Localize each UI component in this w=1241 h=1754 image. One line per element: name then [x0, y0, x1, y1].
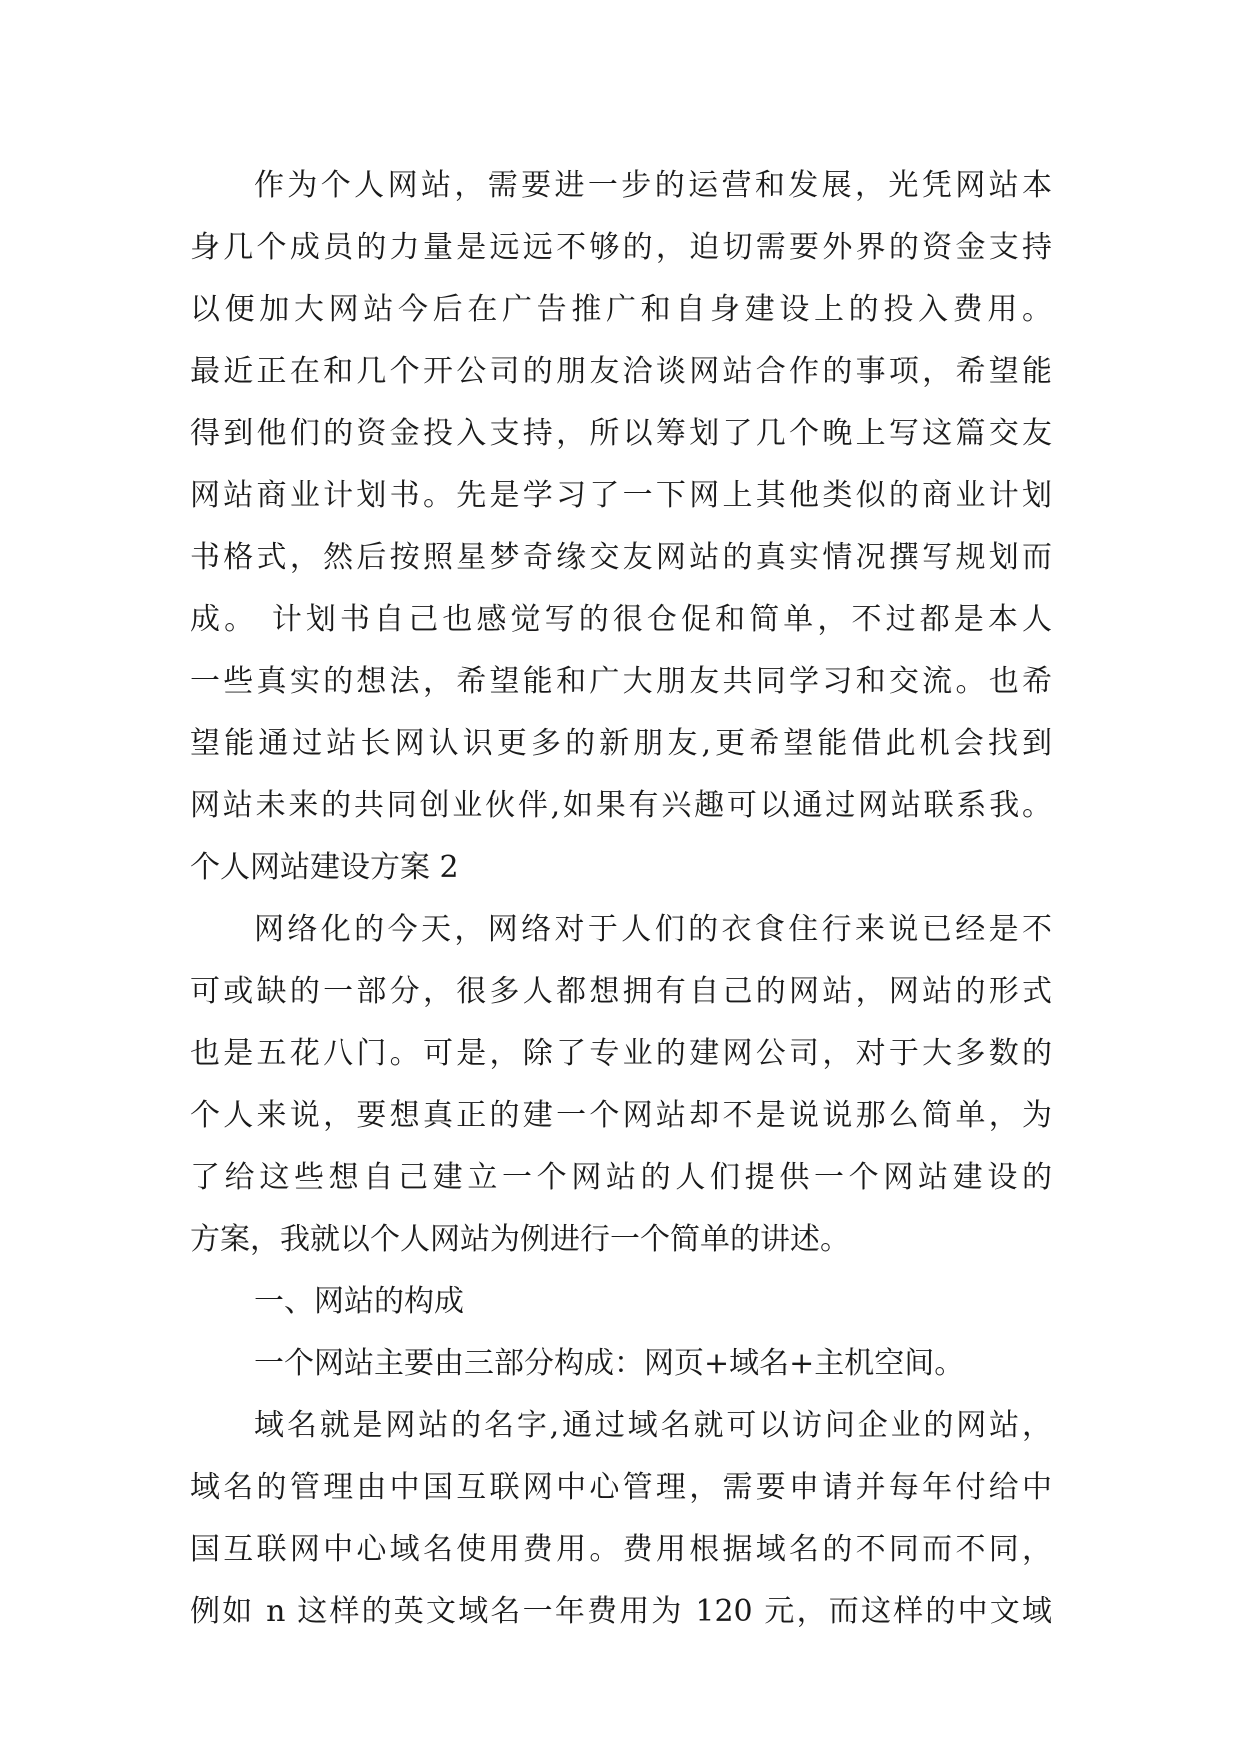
paragraph-line: 方案，我就以个人网站为例进行一个简单的讲述。 — [190, 1222, 850, 1257]
paragraph-line: 书格式，然后按照星梦奇缘交友网站的真实情况撰写规划而 — [190, 540, 1052, 575]
paragraph-line: 身几个成员的力量是远远不够的，迫切需要外界的资金支持 — [190, 230, 1052, 265]
section-heading: 个人网站建设方案 2 — [190, 850, 459, 885]
paragraph-line: 网络化的今天，网络对于人们的衣食住行来说已经是不 — [254, 912, 1052, 947]
paragraph-line: 例如 n 这样的英文域名一年费用为 120 元，而这样的中文域 — [190, 1594, 1052, 1629]
paragraph-line: 网站商业计划书。先是学习了一下网上其他类似的商业计划 — [190, 478, 1052, 513]
paragraph-line: 以便加大网站今后在广告推广和自身建设上的投入费用。 — [190, 292, 1052, 327]
paragraph-line: 得到他们的资金投入支持，所以筹划了几个晚上写这篇交友 — [190, 416, 1052, 451]
paragraph-line: 可或缺的一部分，很多人都想拥有自己的网站，网站的形式 — [190, 974, 1052, 1009]
paragraph-line: 了给这些想自己建立一个网站的人们提供一个网站建设的 — [190, 1160, 1052, 1195]
paragraph-line: 域名的管理由中国互联网中心管理，需要申请并每年付给中 — [190, 1470, 1052, 1505]
paragraph-line: 一个网站主要由三部分构成：网页+域名+主机空间。 — [254, 1346, 965, 1381]
subsection-heading: 一、网站的构成 — [254, 1284, 464, 1319]
document-body — [190, 155, 1052, 1643]
paragraph-line: 最近正在和几个开公司的朋友洽谈网站合作的事项，希望能 — [190, 354, 1052, 389]
paragraph-line: 望能通过站长网认识更多的新朋友,更希望能借此机会找到 — [190, 726, 1052, 761]
paragraph-line: 网站未来的共同创业伙伴,如果有兴趣可以通过网站联系我。 — [190, 788, 1052, 823]
paragraph-line: 一些真实的想法，希望能和广大朋友共同学习和交流。也希 — [190, 664, 1052, 699]
paragraph-line: 成。 计划书自己也感觉写的很仓促和简单，不过都是本人 — [190, 602, 1052, 637]
paragraph-line: 国互联网中心域名使用费用。费用根据域名的不同而不同， — [190, 1532, 1052, 1567]
paragraph-line: 个人来说，要想真正的建一个网站却不是说说那么简单，为 — [190, 1098, 1052, 1133]
paragraph-line: 也是五花八门。可是，除了专业的建网公司，对于大多数的 — [190, 1036, 1052, 1071]
paragraph-line: 作为个人网站，需要进一步的运营和发展，光凭网站本 — [254, 168, 1052, 203]
paragraph-line: 域名就是网站的名字,通过域名就可以访问企业的网站， — [254, 1408, 1052, 1443]
